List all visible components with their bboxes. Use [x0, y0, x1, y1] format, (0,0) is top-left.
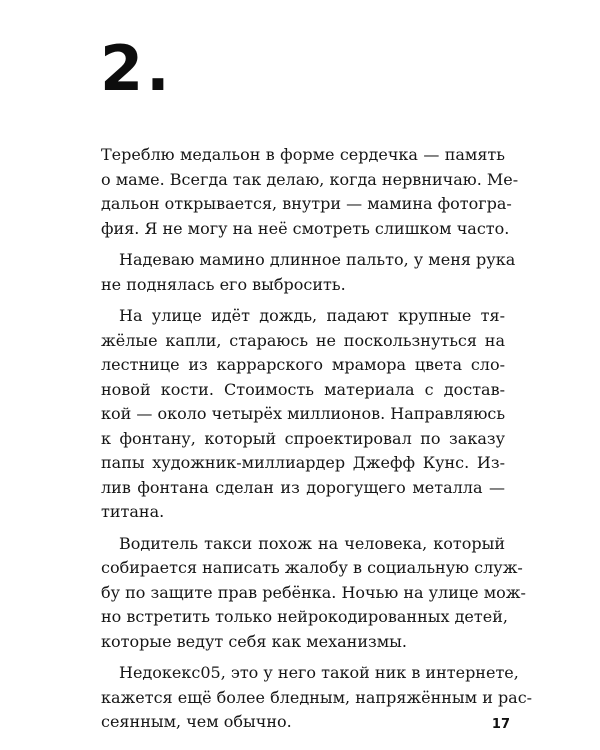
text-line: Надеваю мамино длинное пальто, у меня рука	[119, 250, 516, 269]
text-line: новой кости. Стоимость материала с достав-	[101, 379, 505, 399]
text-line: бу по защите прав ребёнка. Ночью на улице мож-	[101, 582, 526, 602]
text-line: о маме. Всегда так делаю, когда нервничаю. Ме-	[101, 169, 519, 189]
text-line: лив фонтана сделан из дорогущего металла —	[101, 477, 505, 497]
chapter-number: 2.	[100, 32, 173, 105]
text-line: папы художник-миллиардер Джефф Кунс. Из-	[101, 453, 505, 472]
paragraph-4	[101, 532, 526, 655]
text-line: кажется ещё более бледным, напряжённым и рас-	[101, 687, 533, 707]
text-line: Недокекс05, это у него такой ник в интернете,	[119, 663, 519, 682]
text-line: кой — около четырёх миллионов. Направляюсь	[101, 404, 506, 423]
text-line: жёлые капли, стараюсь не поскользнуться на	[101, 330, 505, 350]
text-line: сеянным, чем обычно.	[101, 712, 292, 731]
text-line: фия. Я не могу на неё смотреть слишком часто.	[101, 218, 510, 238]
text-line: дальон открывается, внутри — мамина фотогра-	[101, 194, 512, 213]
body-text	[101, 143, 533, 742]
text-line: собирается написать жалобу в социальную служ-	[101, 558, 523, 577]
paragraph-5	[101, 661, 533, 735]
text-line: не поднялась его выбросить.	[101, 274, 346, 294]
paragraph-2	[101, 248, 516, 297]
paragraph-1	[101, 143, 519, 241]
page-number: 17	[491, 717, 510, 732]
text-line: Тереблю медальон в форме сердечка — память	[101, 145, 505, 164]
text-line: Водитель такси похож на человека, который	[119, 533, 505, 553]
text-line: которые ведут себя как механизмы.	[101, 631, 407, 651]
text-line: но встретить только нейрокодированных детей,	[101, 607, 508, 626]
text-line: лестнице из каррарского мрамора цвета сло-	[101, 355, 505, 374]
text-line: титана.	[101, 502, 165, 521]
text-line: к фонтану, который спроектировал по заказу	[101, 428, 505, 448]
paragraph-3	[101, 304, 505, 525]
text-line: На улице идёт дождь, падают крупные тя-	[119, 306, 505, 325]
